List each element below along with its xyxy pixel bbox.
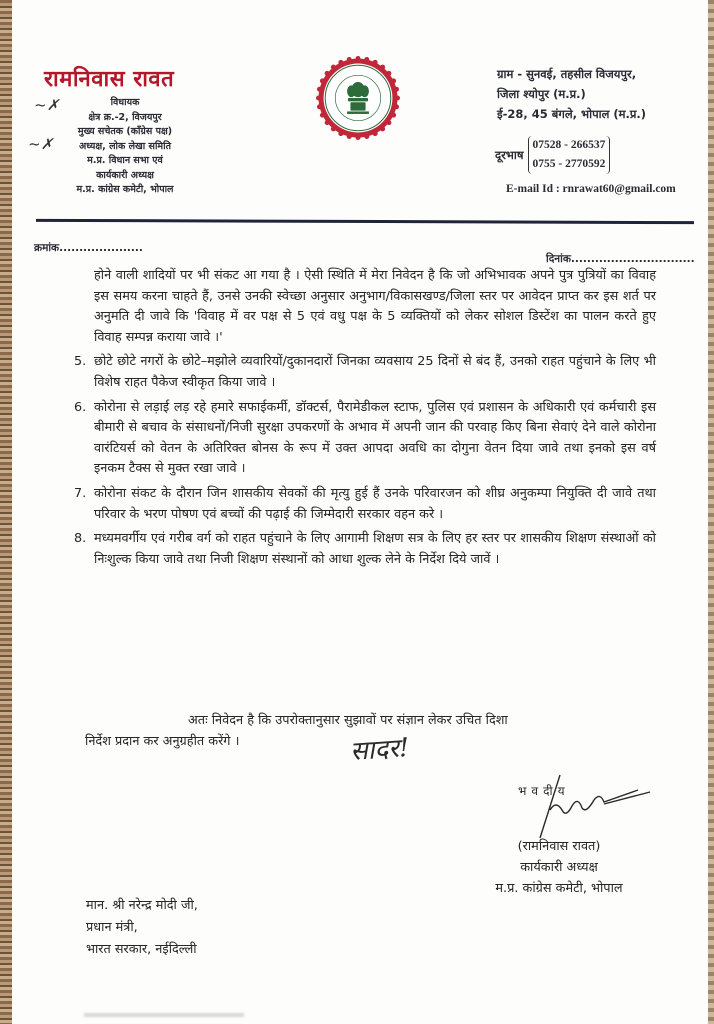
seal-tooth [338, 60, 343, 65]
seal-tooth [386, 120, 391, 125]
seal-tooth [331, 65, 336, 70]
closing-line: अतः निवेदन है कि उपरोक्तानुसार सुझावों पर संज्ञान लेकर उचित दिशा [188, 713, 508, 728]
item-number: 5. [74, 354, 87, 370]
seal-tooth [391, 78, 396, 83]
seal-tooth [391, 113, 396, 118]
addressee-line: मान. श्री नरेन्द्र मोदी जी, [86, 898, 198, 913]
seal-tooth [355, 56, 360, 61]
seal-tooth [373, 60, 378, 65]
phone-label: दूरभाष [495, 147, 524, 162]
letterhead-designations [40, 96, 210, 198]
seal-tooth [316, 95, 321, 100]
designation-line: क्षेत्र क्र.-2, विजयपुर [88, 111, 162, 123]
signer-organization: म.प्र. कांग्रेस कमेटी, भोपाल [495, 881, 623, 896]
handwritten-strikeout-mark: ~✗ [34, 96, 60, 114]
designation-line: विधायक [110, 97, 140, 108]
designation-line: अध्यक्ष, लोक लेखा समिति [79, 140, 171, 152]
emblem-icon [316, 56, 400, 140]
numbered-item [74, 529, 656, 570]
designation-line: मुख्य सचेतक (कॉंग्रेस पक्ष) [77, 126, 173, 137]
seal-tooth [386, 71, 391, 76]
item-number: 8. [74, 531, 87, 547]
seal-tooth [394, 104, 399, 109]
designation-line: म.प्र. विधान सभा एवं [87, 155, 163, 166]
reference-number-field: क्रमांक..................... [34, 242, 143, 254]
seal-tooth [394, 87, 399, 92]
signature-icon [520, 770, 660, 840]
handwritten-note: सादर! [349, 732, 411, 768]
address-line: ई-28, 45 बंगले, भोपाल (म.प्र.) [497, 107, 647, 121]
addressee-line: भारत सरकार, नईदिल्ली [86, 942, 197, 957]
item-number: 7. [74, 485, 87, 501]
signer-title: कार्यकारी अध्यक्ष [520, 860, 598, 875]
photo-left-edge [0, 0, 12, 1024]
addressee-block [86, 895, 198, 961]
seal-tooth [395, 95, 400, 100]
designation-line: म.प्र. कांग्रेस कमेटी, भोपाल [76, 184, 174, 195]
item-text: कोरोना से लड़ाई लड़ रहे हमारे सफाईकर्मी, डॉक्टर्स, पैरामेडीकल स्टाफ, पुलिस एवं प्रशासन के अधिकारी एवं कर्मचारी इस बीमारी से बचाव के संसाधनों/निजी सुरक्षा उपकरणों के अभाव में अपनी जान की परवाह किए बिना सेवाएं देने वाले कोरोना वारंटियर्स को वेतन के अतिरिक्त बोनस के रूप में उक्त आपदा अवधि का दोगुना वेतन दिया जावे तथा इनको इस वर्ष इनकम टैक्स से मुक्त रखा जावे । [94, 399, 656, 477]
address-line: जिला श्योपुर (म.प्र.) [497, 87, 586, 101]
seal-tooth [380, 65, 385, 70]
seal-tooth [364, 134, 369, 139]
valediction: भवदीय [518, 784, 570, 798]
seal-tooth [380, 126, 385, 131]
item-text: छोटे छोटे नगरों के छोटे–मझोले व्यवारियों/दुकानदारों जिनका व्यवसाय 25 दिनों से बंद हैं, उनको राहत पहुंचाने के लिए भी विशेष राहत पैकेज स्वीकृत किया जावे । [94, 354, 656, 390]
seal-tooth [320, 113, 325, 118]
seal-tooth [373, 131, 378, 136]
numbered-item [74, 352, 656, 393]
date-field: दिनांक............................... [546, 253, 695, 265]
seal-tooth [317, 104, 322, 109]
faint-footer-filepath-mark [84, 1013, 244, 1017]
item-number: 6. [74, 399, 87, 415]
seal-tooth [347, 134, 352, 139]
phone-numbers [528, 136, 611, 174]
seal-tooth [317, 87, 322, 92]
item-text: मध्यमवर्गीय एवं गरीब वर्ग को राहत पहुंचाने के लिए आगामी शिक्षण सत्र के लिए हर स्तर पर शासकीय शिक्षण संस्थाओं को निःशुल्क किया जावे तथा निजी शिक्षण संस्थानों को आधा शुल्क लेने के निर्देश दिये जावें । [94, 531, 656, 567]
addressee-line: प्रधान मंत्री, [86, 920, 138, 935]
photo-right-edge [708, 0, 714, 1024]
letter-body [74, 266, 656, 570]
seal-tooth [320, 78, 325, 83]
phone-block [495, 136, 610, 174]
seal-tooth [325, 120, 330, 125]
closing-line: निर्देश प्रदान कर अनुग्रहीत करेंगे । [85, 734, 240, 749]
seal-tooth [347, 57, 352, 62]
handwritten-strikeout-mark: ~✗ [28, 135, 54, 153]
designation-line: कार्यकारी अध्यक्ष [96, 169, 154, 181]
letterhead-address [497, 64, 646, 124]
numbered-item [74, 398, 656, 480]
numbered-item [74, 484, 656, 525]
letterhead-name: रामनिवास रावत [44, 67, 175, 92]
body-paragraph: होने वाली शादियों पर भी संकट आ गया है । ऐसी स्थिति में मेरा निवेदन है कि जो अभिभावक अपने पुत्र पुत्रियों का विवाह इस समय करना चाहते हैं, उनसे उनकी स्वेच्छा अनुसार अनुभाग/विकासखण्ड/जिला स्तर पर आवेदन प्राप्त कर इस शर्त पर अनुमति दी जावे कि 'विवाह में वर पक्ष से 5 एवं वधु पक्ष के 5 व्यक्तियों को लेकर सोशल डिस्टेंश का पालन करते हुए विवाह सम्पन्न कराया जावे ।' [94, 268, 656, 345]
item-text: कोरोना संकट के दौरान जिन शासकीय सेवकों की मृत्यु हुई हैं उनके परिवारजन को शीघ्र अनुकम्पा नियुक्ति दी जावे तथा परिवार के भरण पोषण एवं बच्चों की पढ़ाई की जिम्मेदारी सरकार वहन करे । [94, 485, 656, 522]
signer-name: (रामनिवास रावत) [517, 839, 601, 854]
seal-tooth [338, 131, 343, 136]
seal-tooth [355, 135, 360, 140]
phone-number: 07528 - 266537 [532, 139, 606, 151]
address-line: ग्राम - सुनवई, तहसील विजयपुर, [497, 67, 637, 81]
phone-number: 0755 - 2770592 [532, 158, 606, 170]
email-address: E-mail Id : rnrawat60@gmail.com [506, 183, 676, 195]
seal-tooth [364, 57, 369, 62]
signer-block [474, 836, 644, 899]
seal-tooth [325, 71, 330, 76]
seal-tooth [331, 126, 336, 131]
